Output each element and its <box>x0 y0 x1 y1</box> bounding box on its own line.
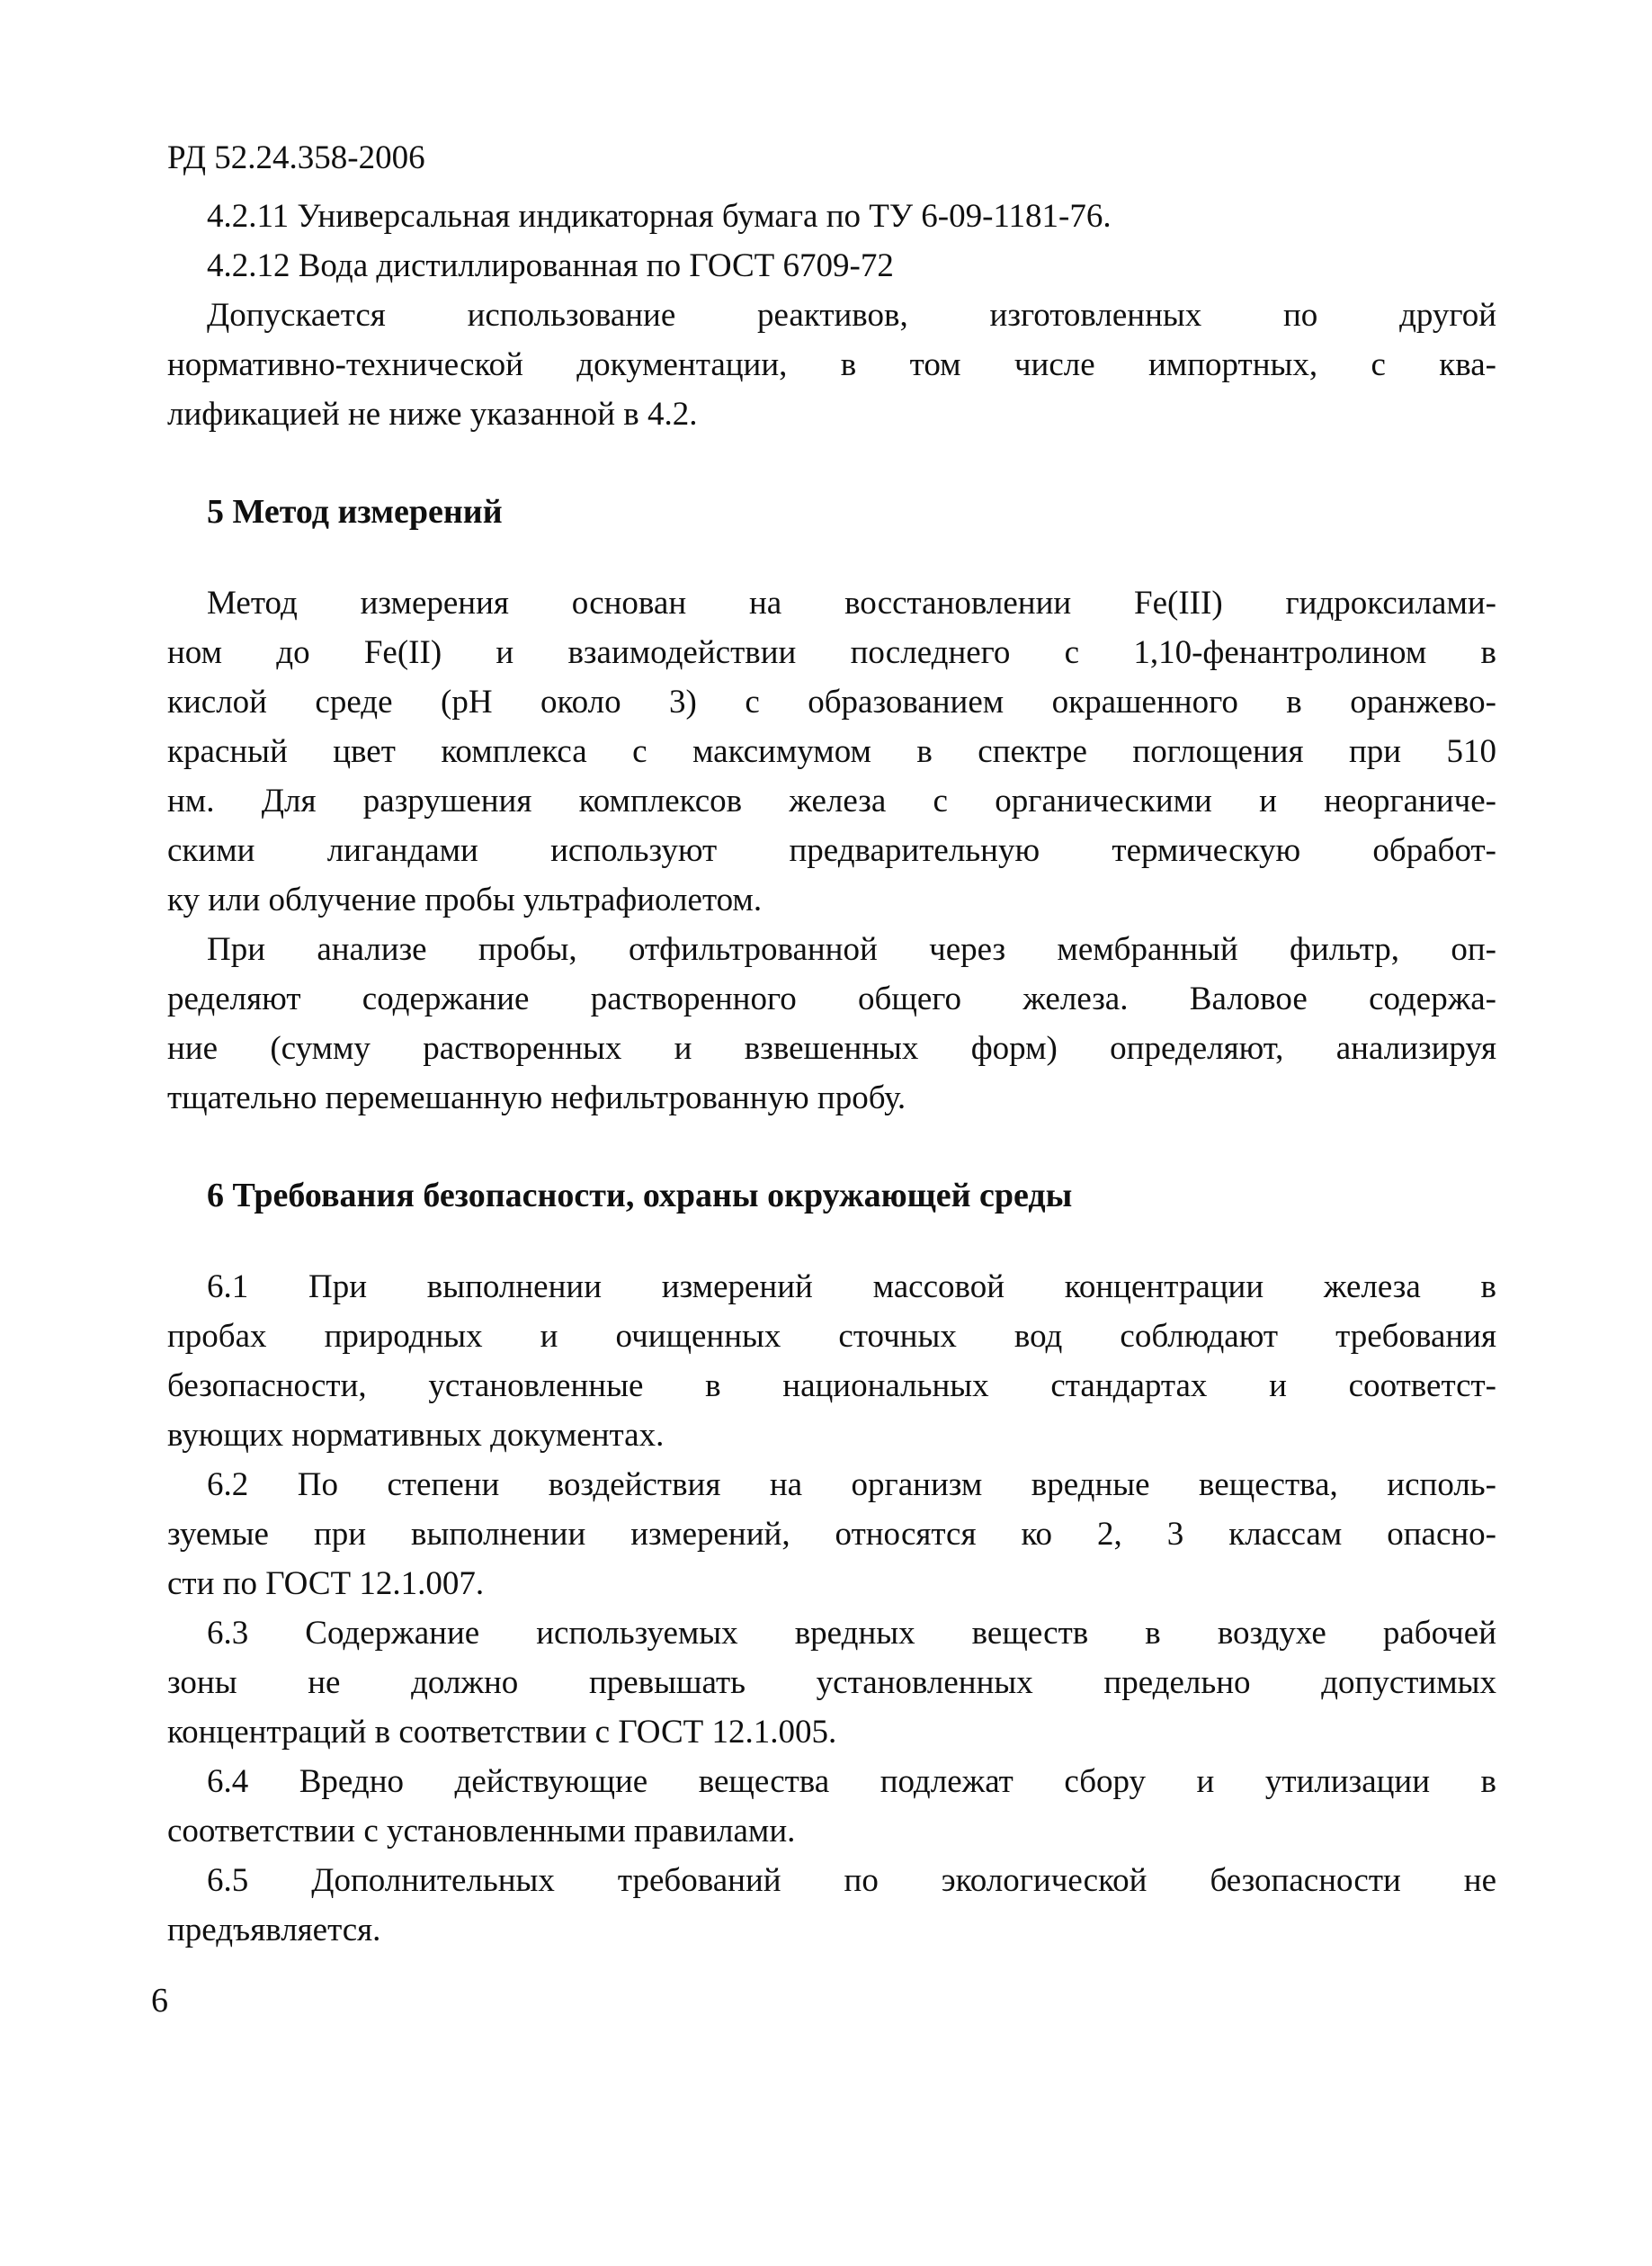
document-body <box>167 192 1496 1955</box>
text-line: лификацией не ниже указанной в 4.2. <box>167 396 698 433</box>
text-line: ном до Fe(II) и взаимодействии последнего с 1,10-фенантролином в <box>167 634 1496 671</box>
text-line: 6.4 Вредно действующие вещества подлежат сбору и утилизации в <box>207 1763 1496 1800</box>
text-line: При анализе пробы, отфильтрованной через мембранный фильтр, оп- <box>207 931 1496 968</box>
paragraph <box>167 291 1496 439</box>
paragraph <box>167 192 1496 241</box>
text-line: сти по ГОСТ 12.1.007. <box>167 1565 485 1602</box>
text-line: ние (сумму растворенных и взвешенных форм) определяют, анализируя <box>167 1030 1496 1067</box>
paragraph <box>167 1608 1496 1757</box>
text-line: тщательно перемешанную нефильтрованную пробу. <box>167 1079 906 1116</box>
text-line: Метод измерения основан на восстановлении Fe(III) гидроксилами- <box>207 585 1496 622</box>
text-line: соответствии с установленными правилами. <box>167 1813 796 1850</box>
text-line: 4.2.11 Универсальная индикаторная бумага по ТУ 6-09-1181-76. <box>207 198 1112 235</box>
text-line: 6.1 При выполнении измерений массовой концентрации железа в <box>207 1268 1496 1305</box>
text-line: скими лигандами используют предварительную термическую обработ- <box>167 832 1496 869</box>
text-line: зуемые при выполнении измерений, относятся ко 2, 3 классам опасно- <box>167 1516 1496 1553</box>
text-line: безопасности, установленные в национальных стандартах и соответст- <box>167 1367 1496 1404</box>
text-line: пробах природных и очищенных сточных вод соблюдают требования <box>167 1318 1496 1355</box>
text-line: нм. Для разрушения комплексов железа с органическими и неорганиче- <box>167 783 1496 820</box>
text-line: кислой среде (рН около 3) с образованием окрашенного в оранжево- <box>167 684 1496 721</box>
document-content <box>151 133 1496 2026</box>
paragraph <box>167 241 1496 291</box>
text-line: концентраций в соответствии с ГОСТ 12.1.005. <box>167 1714 837 1751</box>
text-line: вующих нормативных документах. <box>167 1417 665 1454</box>
text-line: предъявляется. <box>167 1912 381 1948</box>
text-line: зоны не должно превышать установленных предельно допустимых <box>167 1664 1496 1701</box>
text-line: ределяют содержание растворенного общего железа. Валовое содержа- <box>167 981 1496 1017</box>
paragraph <box>167 1856 1496 1955</box>
text-line: нормативно-технической документации, в том числе импортных, с ква- <box>167 346 1496 383</box>
text-line: ку или облучение пробы ультрафиолетом. <box>167 882 763 918</box>
page-number: 6 <box>151 1982 168 2020</box>
paragraph <box>167 1460 1496 1608</box>
document-code: РД 52.24.358-2006 <box>167 139 425 176</box>
text-line: 4.2.12 Вода дистиллированная по ГОСТ 6709-72 <box>207 247 894 284</box>
section-heading: 6 Требования безопасности, охраны окружающей среды <box>207 1177 1073 1214</box>
paragraph <box>167 1757 1496 1856</box>
section-heading: 5 Метод измерений <box>207 493 503 531</box>
text-line: красный цвет комплекса с максимумом в спектре поглощения при 510 <box>167 733 1496 770</box>
text-line: 6.2 По степени воздействия на организм вредные вещества, исполь- <box>207 1466 1496 1503</box>
paragraph <box>167 925 1496 1123</box>
paragraph <box>167 578 1496 925</box>
text-line: 6.3 Содержание используемых вредных веществ в воздухе рабочей <box>207 1615 1496 1652</box>
text-line: Допускается использование реактивов, изготовленных по другой <box>207 297 1496 334</box>
text-line: 6.5 Дополнительных требований по экологической безопасности не <box>207 1862 1496 1899</box>
paragraph <box>167 1262 1496 1460</box>
